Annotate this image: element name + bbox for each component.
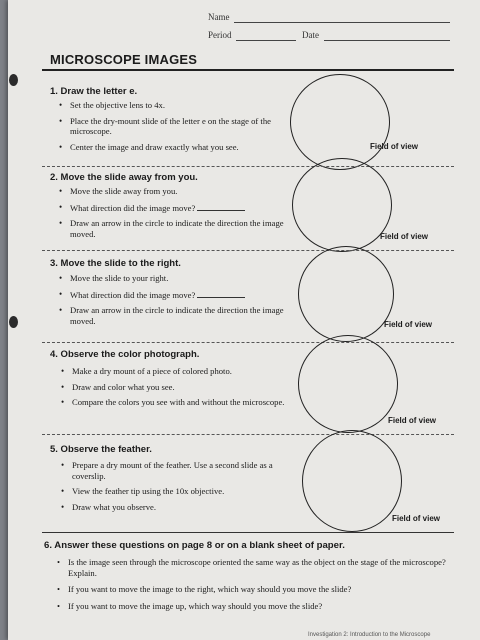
section-divider xyxy=(42,434,454,435)
list-item: • If you want to move the image up, which way should you move the slide? xyxy=(56,601,466,612)
list-item: • Draw an arrow in the circle to indicate the direction the image moved. xyxy=(58,218,288,239)
list-item xyxy=(58,202,288,214)
field-of-view-label-2: Field of view xyxy=(380,232,429,241)
list-item: • Draw an arrow in the circle to indicate the direction the image moved. xyxy=(58,305,288,326)
field-of-view-label-5: Field of view xyxy=(392,514,441,523)
field-of-view-label-3: Field of view xyxy=(384,320,433,329)
field-of-view-label-4: Field of view xyxy=(388,416,437,425)
list-item: • View the feather tip using the 10x objective. xyxy=(60,486,290,497)
answer-blank[interactable] xyxy=(197,202,245,211)
list-item: • Center the image and draw exactly what you see. xyxy=(58,142,288,153)
list-item: • Draw what you observe. xyxy=(60,502,290,513)
section-6-title: 6. Answer these questions on page 8 or on a blank sheet of paper. xyxy=(44,540,345,551)
section-4-list xyxy=(60,366,290,413)
section-2-list xyxy=(58,186,288,244)
section-5-title: 5. Observe the feather. xyxy=(50,444,152,455)
list-item: • Make a dry mount of a piece of colored photo. xyxy=(60,366,290,377)
field-of-view-label-1: Field of view xyxy=(370,142,419,151)
binder-hole xyxy=(9,316,18,328)
period-line[interactable] xyxy=(236,40,296,41)
answer-blank[interactable] xyxy=(197,289,245,298)
name-label: Name xyxy=(208,12,230,22)
section-divider xyxy=(42,250,454,251)
section-divider xyxy=(42,166,454,167)
list-item: • Move the slide away from you. xyxy=(58,186,288,197)
period-label: Period xyxy=(208,30,232,40)
list-item: • Draw and color what you see. xyxy=(60,382,290,393)
list-item: • Compare the colors you see with and without the microscope. xyxy=(60,397,290,408)
question-text: What direction did the image move? xyxy=(70,202,196,213)
list-item: • Set the objective lens to 4x. xyxy=(58,100,288,111)
list-item: • Is the image seen through the microscope oriented the same way as the object on the stage of the microscope? Explain. xyxy=(56,557,466,578)
list-item: • Move the slide to your right. xyxy=(58,273,288,284)
question-text: What direction did the image move? xyxy=(70,289,196,300)
section-6-list xyxy=(56,557,466,617)
field-of-view-circle-4[interactable] xyxy=(298,335,398,433)
page-footer: Investigation 2: Introduction to the Microscope xyxy=(308,632,431,638)
list-item: • If you want to move the image to the right, which way should you move the slide? xyxy=(56,584,466,595)
section-5-list xyxy=(60,460,290,517)
section-3-list xyxy=(58,273,288,331)
field-of-view-circle-1[interactable] xyxy=(290,74,390,170)
list-item: • Place the dry-mount slide of the letter e on the stage of the microscope. xyxy=(58,116,288,137)
section-divider xyxy=(42,532,454,533)
date-label: Date xyxy=(302,30,319,40)
section-1-title: 1. Draw the letter e. xyxy=(50,86,138,97)
binder-hole xyxy=(9,74,18,86)
field-of-view-circle-3[interactable] xyxy=(298,246,394,342)
title-rule xyxy=(42,69,454,71)
section-1-list xyxy=(58,100,288,157)
list-item: • Prepare a dry mount of the feather. Use a second slide as a coverslip. xyxy=(60,460,290,481)
list-item xyxy=(58,289,288,301)
section-4-title: 4. Observe the color photograph. xyxy=(50,349,200,360)
section-3-title: 3. Move the slide to the right. xyxy=(50,258,181,269)
field-of-view-circle-2[interactable] xyxy=(292,158,392,252)
worksheet-page xyxy=(8,0,480,640)
section-divider xyxy=(42,342,454,343)
page-title: MICROSCOPE IMAGES xyxy=(50,52,198,67)
name-line[interactable] xyxy=(234,22,450,23)
field-of-view-circle-5[interactable] xyxy=(302,430,402,532)
date-line[interactable] xyxy=(324,40,450,41)
section-2-title: 2. Move the slide away from you. xyxy=(50,172,198,183)
